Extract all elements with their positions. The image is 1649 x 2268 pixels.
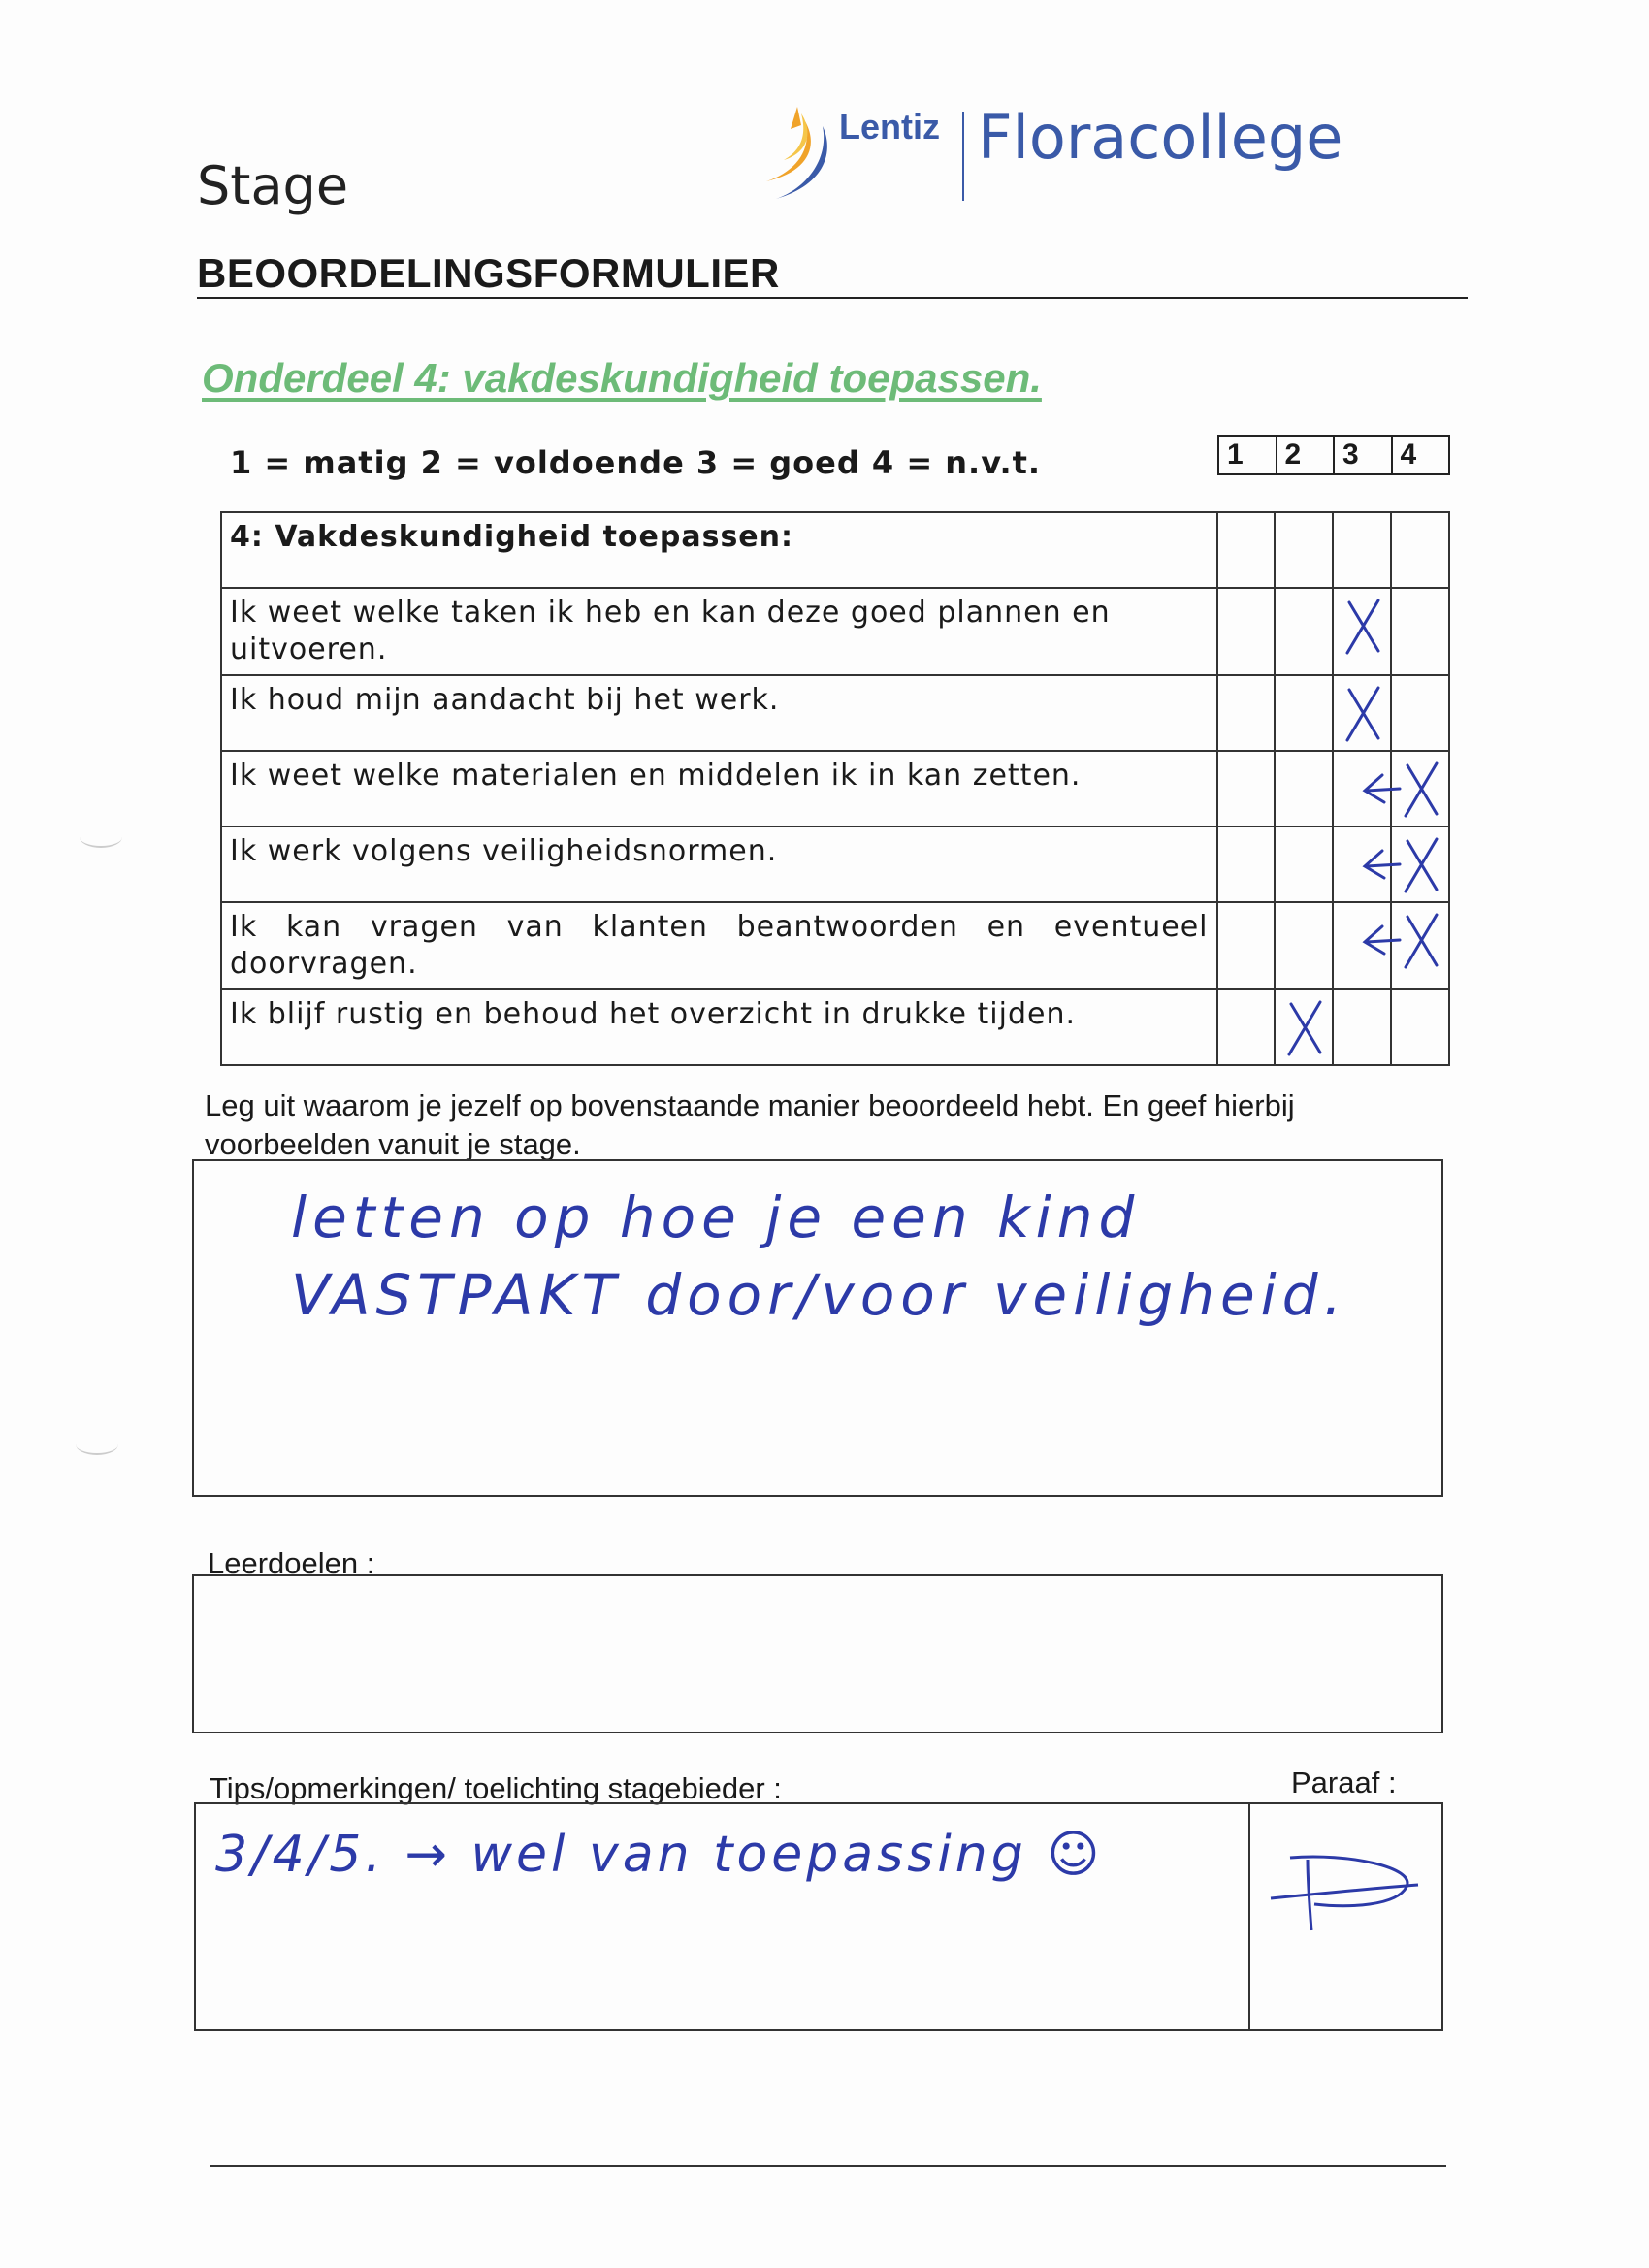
criterion-label: Ik kan vragen van klanten beantwoorden en eventueel doorvragen. (221, 902, 1217, 989)
rating-scale-legend: 1 = matig 2 = voldoende 3 = goed 4 = n.v.t. (230, 444, 1042, 481)
score-cell[interactable] (1217, 989, 1276, 1065)
table-header-label: 4: Vakdeskundigheid toepassen: (221, 512, 1217, 588)
scale-col-4: 4 (1391, 437, 1449, 473)
table-row (221, 989, 1449, 1065)
scale-col-3: 3 (1333, 437, 1391, 473)
table-row (221, 588, 1449, 675)
score-cell[interactable] (1217, 675, 1276, 751)
criterion-label: Ik weet welke materialen en middelen ik in kan zetten. (221, 751, 1217, 826)
x-mark-icon (1340, 595, 1386, 657)
logo-brand: Lentiz (839, 107, 940, 146)
arrow-left-icon (1359, 765, 1404, 812)
score-cell[interactable] (1217, 751, 1276, 826)
score-cell[interactable] (1333, 512, 1391, 588)
x-mark-icon (1398, 833, 1444, 895)
score-cell[interactable] (1333, 588, 1391, 675)
score-cell[interactable] (1391, 751, 1449, 826)
scale-col-2: 2 (1276, 437, 1334, 473)
x-mark-icon (1398, 909, 1444, 971)
table-row (221, 675, 1449, 751)
score-cell[interactable] (1217, 902, 1276, 989)
x-mark-icon (1281, 996, 1328, 1058)
tips-handwriting: 3/4/5. → wel van toepassing ☺ (215, 1826, 1104, 1884)
scale-col-1: 1 (1227, 438, 1244, 470)
criteria-table (220, 511, 1450, 1066)
score-cell[interactable] (1275, 751, 1333, 826)
logo-name: Floracollege (978, 102, 1343, 173)
score-cell[interactable] (1275, 512, 1333, 588)
score-cell[interactable] (1217, 588, 1276, 675)
footer-divider (210, 2165, 1446, 2167)
x-mark-icon (1398, 758, 1444, 820)
score-cell[interactable] (1275, 902, 1333, 989)
score-cell[interactable] (1391, 902, 1449, 989)
tips-label: Tips/opmerkingen/ toelichting stagebieder : (210, 1771, 782, 1805)
paraaf-signature (1261, 1838, 1426, 1935)
explanation-prompt: Leg uit waarom je jezelf op bovenstaande manier beoordeeld hebt. En geef hierbij voorbeelden vanuit je stage. (205, 1088, 1295, 1161)
criterion-label: Ik weet welke taken ik heb en kan deze goed plannen en uitvoeren. (221, 588, 1217, 675)
score-cell[interactable] (1275, 826, 1333, 902)
punch-hole-mark (80, 826, 122, 848)
score-cell[interactable] (1333, 675, 1391, 751)
goals-label: Leerdoelen : (208, 1546, 375, 1580)
section-heading: Onderdeel 4: vakdeskundigheid toepassen. (202, 355, 1042, 401)
score-cell[interactable] (1217, 826, 1276, 902)
goals-box[interactable] (192, 1574, 1443, 1733)
score-cell[interactable] (1217, 512, 1276, 588)
score-cell[interactable] (1391, 989, 1449, 1065)
table-row (221, 751, 1449, 826)
x-mark-icon (1340, 682, 1386, 744)
rating-scale-columns (1217, 435, 1450, 475)
score-cell[interactable] (1275, 675, 1333, 751)
flame-swoosh-icon (766, 107, 827, 199)
score-cell[interactable] (1275, 989, 1333, 1065)
arrow-left-icon (1359, 841, 1404, 888)
score-cell[interactable] (1391, 826, 1449, 902)
paraaf-divider (1248, 1802, 1250, 2031)
form-title: BEOORDELINGSFORMULIER (197, 250, 780, 296)
score-cell[interactable] (1333, 989, 1391, 1065)
punch-hole-mark (76, 1434, 118, 1455)
table-header-row (221, 512, 1449, 588)
score-cell[interactable] (1391, 675, 1449, 751)
score-cell[interactable] (1391, 588, 1449, 675)
arrow-left-icon (1359, 917, 1404, 963)
score-cell[interactable] (1275, 588, 1333, 675)
table-row (221, 826, 1449, 902)
criterion-label: Ik houd mijn aandacht bij het werk. (221, 675, 1217, 751)
criterion-label: Ik blijf rustig en behoud het overzicht in drukke tijden. (221, 989, 1217, 1065)
lentiz-floracollege-logo (737, 92, 1377, 218)
table-row (221, 902, 1449, 989)
score-cell[interactable] (1391, 512, 1449, 588)
explanation-handwriting: letten op hoe je een kind VASTPAKT door/voor veiligheid. (291, 1184, 1348, 1328)
stage-title: Stage (197, 155, 349, 216)
paraaf-label: Paraaf : (1291, 1766, 1397, 1799)
title-divider (197, 297, 1468, 299)
criterion-label: Ik werk volgens veiligheidsnormen. (221, 826, 1217, 902)
